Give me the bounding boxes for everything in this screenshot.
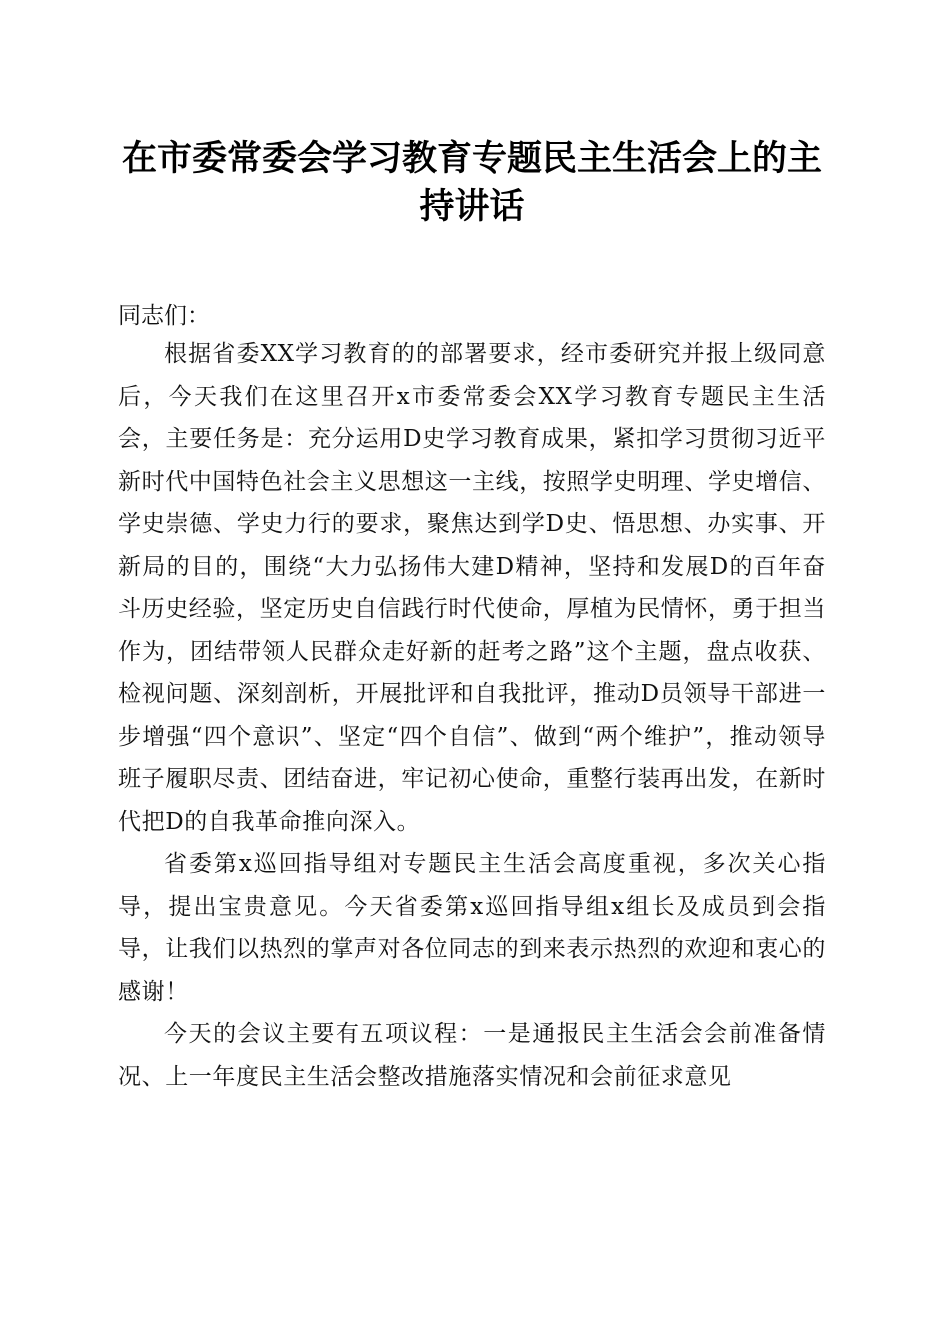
document-title: 在市委常委会学习教育专题民主生活会上的主持讲话: [121, 139, 822, 227]
salutation: 同志们：: [118, 303, 210, 329]
paragraph-3: 今天的会议主要有五项议程：一是通报民主生活会会前准备情况、上一年度民主生活会整改措施落实情况和会前征求意见: [118, 1021, 826, 1090]
paragraph-1: 根据省委XX学习教育的的部署要求，经市委研究并报上级同意后，今天我们在这里召开x市委常委会XX学习教育专题民主生活会，主要任务是：充分运用D史学习教育成果，紧扣学习贯彻习近平新时代中国特色社会主义思想这一主线，按照学史明理、学史增信、学史崇德、学史力行的要求，聚焦达到学D史、悟思想、办实事、开新局的目的，围绕“大力弘扬伟大建D精神，坚持和发展D的百年奋斗历史经验，坚定历史自信践行时代使命，厚植为民情怀，勇于担当作为，团结带领人民群众走好新的赶考之路”这个主题，盘点收获、检视问题、深刻剖析，开展批评和自我批评，推动D员领导干部进一步增强“四个意识”、坚定“四个自信”、做到“两个维护”，推动领导班子履职尽责、团结奋进，牢记初心使命，重整行装再出发，在新时代把D的自我革命推向深入。: [118, 341, 826, 835]
document-page: [118, 135, 826, 1098]
paragraph-2: 省委第x巡回指导组对专题民主生活会高度重视，多次关心指导，提出宝贵意见。今天省委第x巡回指导组x组长及成员到会指导，让我们以热烈的掌声对各位同志的到来表示热烈的欢迎和衷心的感谢！: [118, 851, 826, 1005]
